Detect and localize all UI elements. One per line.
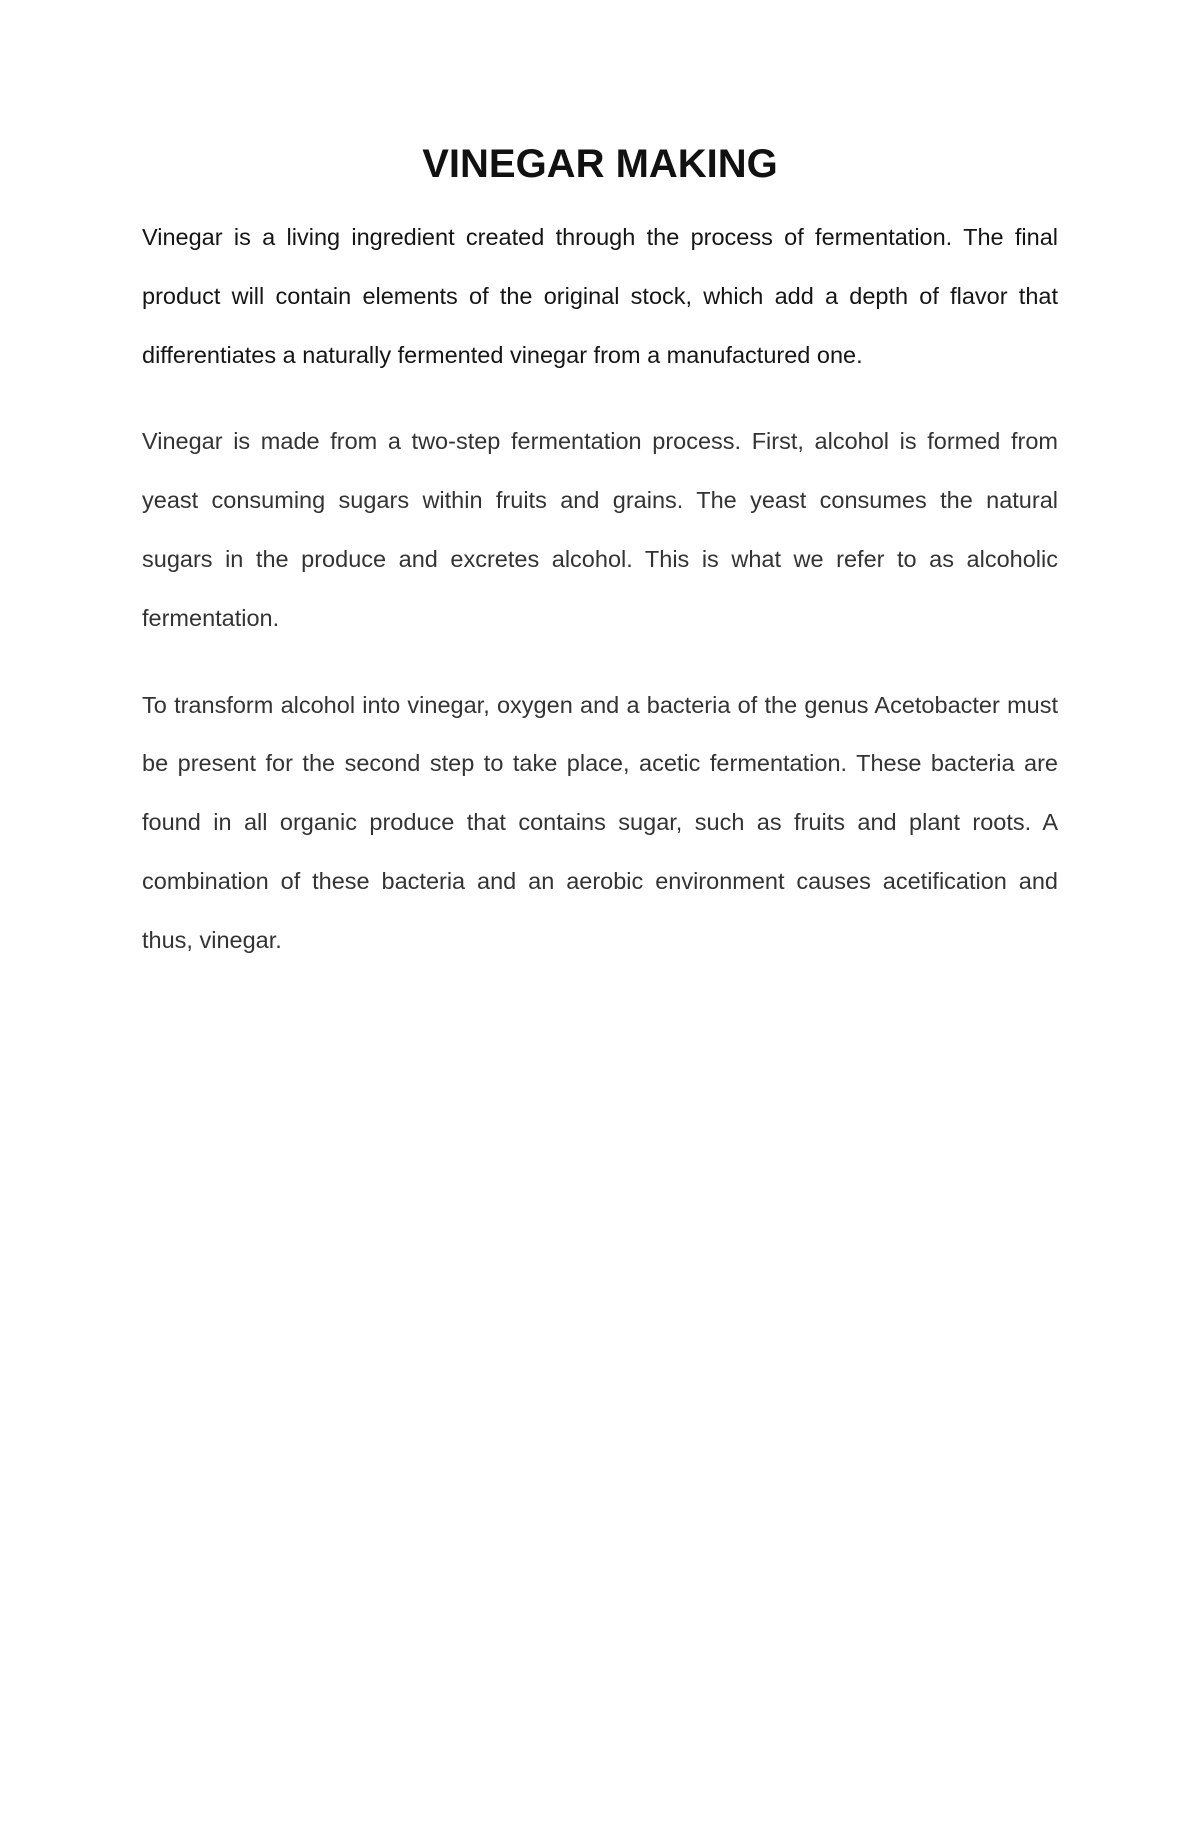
document-title: VINEGAR MAKING xyxy=(422,142,778,186)
paragraph-two-step-process: Vinegar is made from a two-step fermentation process. First, alcohol is formed from yeast consuming sugars within fruits and grains. The yeast consumes the natural sugars in the produce and excretes alcohol. This is what we refer to as alcoholic fermentation. xyxy=(142,428,1058,631)
paragraph-intro: Vinegar is a living ingredient created through the process of fermentation. The final product will contain elements of the original stock, which add a depth of flavor that differentiates a naturally fermented vinegar from a manufactured one. xyxy=(142,224,1058,368)
paragraph-acetic-fermentation: To transform alcohol into vinegar, oxygen and a bacteria of the genus Acetobacter must be present for the second step to take place, acetic fermentation. These bacteria are found in all organic produce that contains sugar, such as fruits and plant roots. A combination of these bacteria and an aerobic environment causes acetification and thus, vinegar. xyxy=(142,691,1058,953)
document-body xyxy=(142,140,1058,970)
